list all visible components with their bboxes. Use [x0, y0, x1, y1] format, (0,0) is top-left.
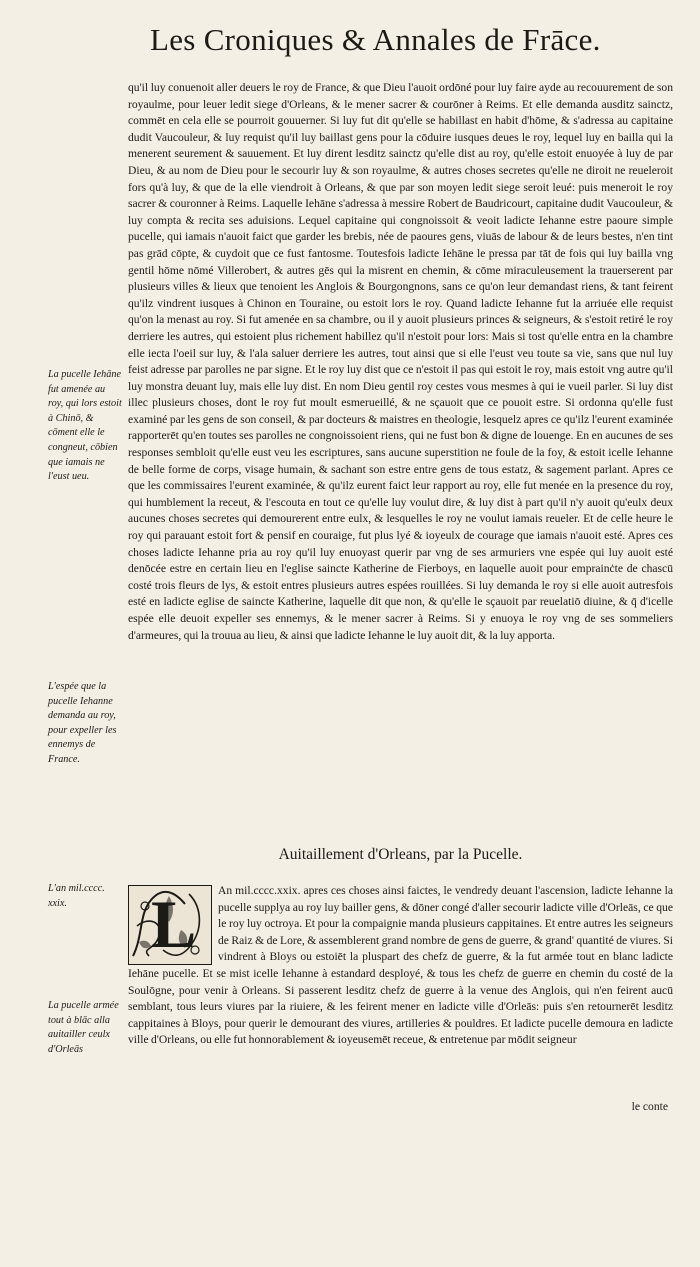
decorated-initial — [128, 885, 212, 965]
margin-note-4: La pucelle armée tout à blāc alla auitailler ceulx d'Orleās — [48, 1000, 119, 1055]
main-text-block — [128, 80, 673, 644]
initial-letter: L — [151, 886, 197, 962]
running-title: Les Croniques & Annales de Frāce. — [150, 22, 601, 57]
paragraph-1: qu'il luy conuenoit aller deuers le roy de France, & que Dieu l'auoit ordōné pour luy faire ayde au recouurement de son royaulme, pour leuer ledit siege d'Orleans, & le mener sacrer & courōner à Reims. Et elle demanda ausditz sainctz, commēt en cela elle se pourroit gouuerner. Si luy fut dit qu'elle se habillast en habit d'hōme, & s'adressa au capitaine dudit Vaucouleur, & luy requist qu'il luy baillast gens pour la cōduire iusques deues le roy, lequel luy en bailla qui la menerent seurement & sauuement. Et luy dirent lesditz sainctz qu'elle dist au roy, qu'elle estoit enuoyée à luy de par Dieu, & au nom de Dieu pour le secourir luy & son royaulme, & autres choses secretes qu'elle ne diroit ne reueleroit fors qu'à luy, & que de la elle viendroit à Orleans, & que par son moyen ledit siege seroit leué: puis meneroit le roy sacrer & couronner à Reims. Laquelle Iehāne s'adressa à messire Robert de Baudricourt, capitaine dudit Vaucouleur, & luy compta & recita ses aduisions. Lequel capitaine qui congnoissoit & veoit ladicte Iehanne estre paoure simple pucelle, qui iamais n'auoit faict que garder les brebis, née de paoures gens, viuās de labour & de leurs bestes, n'en tint pas grād cōpte, & cuydoit que ce fust fantosme. Toutesfois ladicte Iehāne le pressa par tāt de fois qui luy bailla vng gentil hōme nōmé Villerobert, & autres gēs qui la misrent en chemin, & cōme miraculeusement la trauerserent par plusieurs villes & lieux que tenoient les Anglois & Bourgongnons, sans ce qu'on leur demandast riens, & tant feirent qu'ilz vindrent iusques à Chinon en Touraine, ou estoit lors le roy. Quand ladicte Iehanne fut la arriuée elle requist qu'on la menast au roy. Si fut amenée en sa chambre, ou il y auoit plusieurs princes & seigneurs, & s'estoit retiré le roy derriere les autres, qui estoient plus richement habillez qu'il n'estoit pour lors: Mais si tost qu'elle entra en la chambre elle iecta l'oeil sur luy, & l'ala saluer derriere les autres, tout ainsi que si elle l'eust veu toute sa vie, sans que nul luy feist adresse par parolles ne par signe. Et le roy luy dist que ce n'estoit il pas qui estoit le roy, mais estoit vng autre qu'il luy monstra deuant luy, mais elle luy dist. En nom Dieu gentil roy cestes vous mesmes à qui ie vueil parler. Si luy dist illec plusieurs choses, dont le roy fut moult esmerueillé, & ne sçauoit que ce pouoit estre. Si ordonna qu'elle fust examiné par les gens de son conseil, & par docteurs & maistres en theologie, lesquelz apres ce qu'ilz l'eurent examinée rapporterēt qu'en toutes ses parolles ne congnoissoient riens, qui ne fust bon & digne de louenge. En en aucunes de ses responses sembloit qu'elle eust veu les escriptures, sans aucune superstition ne foule de la foy, & estoit icelle Iehanne de belle forme de corps, visage humain, & sachant son estre entre gens de tous estatz, & sagement parlant. Apres ce que les commissaires l'eurent examinée, & qu'ilz eurent faict leur rapport au roy, elle fut menée en la presence du roy, qui humblement la receut, & l'escouta en tout ce qu'elle luy voulut dire, & luy dist à part qu'il n'y auoit qu'eulx deux aucunes choses secretes qui demourerent entre eulx, & lesquelles le roy ne voulut iamais reueler. Et de celle heure le roy qui parauant estoit fort & pensif en couraige, fut plus lyé & ioyeulx de courage que iamais n'auoit esté. Apres ces choses ladicte Iehanne pria au roy qu'il luy enuoyast querir par vng de ses armuriers vne espée qui luy auoit esté denōcée estre en certain lieu en l'eglise saincte Katherine de Fierboys, en laquelle auoit pour emprainċte de chascū costé trois fleurs de lys, & estoit entres plusieurs autres espées rouillées. Si luy demanda le roy si elle auoit autresfois esté en ladicte eglise de saincte Katherine, laquelle dit que non, & qu'elle le sçauoit par reuelatiō diuine, & q̄ d'icelle espée elle deuoit expeller ses ennemys, & le mener sacrer à Reims. Si y enuoya le roy vng de ses sommeliers d'armeures, qui la trouua au lieu, & ainsi que ladicte Iehanne le luy auoit dit, & la luy apporta. — [128, 81, 673, 642]
second-text-block — [128, 883, 673, 1049]
margin-note-3: L'an mil.cccc. xxix. — [48, 883, 105, 909]
catchword: le conte — [631, 1100, 668, 1113]
margin-note-1: La pucelle Iehāne fut amenée au roy, qui lors estoit à Chinō, & cōment elle le congneut, cōbien que iamais ne l'eust ueu. — [48, 369, 122, 483]
margin-note-2: L'espée que la pucelle Iehanne demanda au roy, pour expeller les ennemys de France. — [48, 681, 117, 765]
paragraph-2: An mil.cccc.xxix. apres ces choses ainsi faictes, le vendredy deuant l'ascension, ladicte Iehanne la pucelle supplya au roy luy bailler gens, & dōner congé d'aller secourir ladicte ville d'Orleās, ce que le roy luy octroya. Et pour la compaignie manda plusieurs cappitaines. Et entre autres les seigneurs de Raiz & de Lore, & assemblerent grand nombre de gens de guerre, & grand' quantité de viures. Si vindrent à Bloys ou estoiēt la pluspart des chefz de guerre, & la fut armée tout en blanc ladicte Iehāne pucelle. Et se mist icelle Iehanne à estandard desployé, & tous les chefz de guerre en chemin du costé de la Soulōgne, pour venir à Orleans. Si passerent lesditz chefz de guerre à la venue des Anglois, qui n'en feirent aucū semblant, tous leurs viures par la riuiere, & les feirent mener en ladicte ville d'Orleās: puis s'en retournerēt lesditz cappitaines à Bloys, pour querir le demourant des viures, artilleries & pouldres. Et ladicte pucelle demoura en ladicte ville d'Orleans, ou elle fut honnorablement & ioyeusemēt receue, & entretenue par mōdit seigneur — [128, 884, 673, 1047]
section-heading: Auitaillement d'Orleans, par la Pucelle. — [278, 846, 523, 863]
